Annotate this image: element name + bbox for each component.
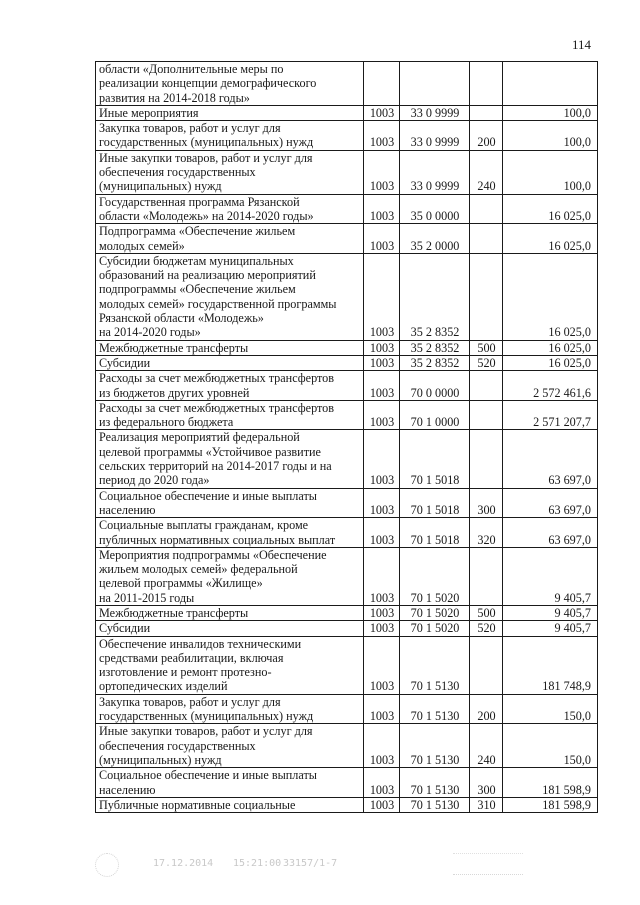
table-row — [96, 253, 598, 340]
section-code: 1003 — [364, 724, 400, 768]
expense-type — [470, 371, 503, 401]
section-code: 1003 — [364, 194, 400, 224]
footer-doc-id: 33157/1-7 — [283, 858, 338, 869]
description-line: сельских территорий на 2014-2017 годы и на — [99, 459, 332, 474]
description-line: государственных (муниципальных) нужд — [99, 135, 314, 150]
section-code: 1003 — [364, 105, 400, 120]
row-description — [96, 340, 364, 355]
amount: 16 025,0 — [503, 224, 598, 254]
target-code: 70 1 5018 — [400, 430, 470, 488]
row-description — [96, 621, 364, 636]
target-code: 33 0 9999 — [400, 121, 470, 151]
description-line: из бюджетов других уровней — [99, 385, 250, 400]
section-code: 1003 — [364, 253, 400, 340]
amount: 16 025,0 — [503, 355, 598, 370]
table-row — [96, 224, 598, 254]
target-code: 35 0 0000 — [400, 194, 470, 224]
table-row — [96, 62, 598, 106]
amount: 16 025,0 — [503, 253, 598, 340]
amount: 63 697,0 — [503, 430, 598, 488]
target-code: 35 2 8352 — [400, 340, 470, 355]
amount: 16 025,0 — [503, 194, 598, 224]
document-footer — [95, 853, 575, 883]
expense-type: 310 — [470, 797, 503, 812]
target-code: 70 1 5130 — [400, 797, 470, 812]
description-line: Социальное обеспечение и иные выплаты — [99, 488, 317, 503]
description-line: Расходы за счет межбюджетных трансфертов — [99, 400, 335, 415]
expense-type — [470, 62, 503, 106]
description-line: населению — [99, 782, 156, 797]
expense-type: 240 — [470, 724, 503, 768]
row-description — [96, 724, 364, 768]
amount: 9 405,7 — [503, 621, 598, 636]
section-code: 1003 — [364, 768, 400, 798]
table-row — [96, 430, 598, 488]
target-code — [400, 62, 470, 106]
row-description — [96, 224, 364, 254]
row-description — [96, 488, 364, 518]
row-description — [96, 371, 364, 401]
expense-type — [470, 105, 503, 120]
section-code: 1003 — [364, 694, 400, 724]
row-description — [96, 797, 364, 812]
description-line: государственных (муниципальных) нужд — [99, 709, 314, 724]
expense-type: 500 — [470, 340, 503, 355]
description-line: (муниципальных) нужд — [99, 752, 222, 767]
amount: 181 598,9 — [503, 797, 598, 812]
description-line: населению — [99, 502, 156, 517]
target-code: 70 1 5020 — [400, 621, 470, 636]
description-line: обеспечения государственных — [99, 165, 256, 180]
table-row — [96, 724, 598, 768]
amount: 63 697,0 — [503, 518, 598, 548]
description-line: Социальное обеспечение и иные выплаты — [99, 768, 317, 783]
amount: 63 697,0 — [503, 488, 598, 518]
expense-type: 240 — [470, 150, 503, 194]
description-line: публичных нормативных социальных выплат — [99, 532, 336, 547]
section-code: 1003 — [364, 340, 400, 355]
section-code: 1003 — [364, 400, 400, 430]
amount: 100,0 — [503, 150, 598, 194]
description-line: Иные мероприятия — [99, 105, 199, 120]
expense-type: 200 — [470, 121, 503, 151]
expense-type — [470, 400, 503, 430]
section-code: 1003 — [364, 621, 400, 636]
row-description — [96, 768, 364, 798]
description-line: (муниципальных) нужд — [99, 179, 222, 194]
section-code — [364, 62, 400, 106]
description-line: Закупка товаров, работ и услуг для — [99, 694, 281, 709]
target-code: 35 2 8352 — [400, 355, 470, 370]
row-description — [96, 547, 364, 605]
description-line: жильем молодых семей» федеральной — [99, 562, 298, 577]
expense-type — [470, 636, 503, 694]
faint-seal-icon — [453, 853, 523, 875]
amount: 100,0 — [503, 105, 598, 120]
section-code: 1003 — [364, 605, 400, 620]
table-row — [96, 121, 598, 151]
description-line: из федерального бюджета — [99, 415, 234, 430]
amount: 2 572 461,6 — [503, 371, 598, 401]
budget-table-body — [96, 62, 598, 813]
description-line: Иные закупки товаров, работ и услуг для — [99, 724, 313, 739]
row-description — [96, 636, 364, 694]
description-line: целевой программы «Устойчивое развитие — [99, 444, 321, 459]
section-code: 1003 — [364, 488, 400, 518]
expense-type — [470, 430, 503, 488]
table-row — [96, 150, 598, 194]
expense-type: 300 — [470, 768, 503, 798]
description-line: Субсидии — [99, 621, 151, 636]
description-line: молодых семей» — [99, 238, 185, 253]
section-code: 1003 — [364, 797, 400, 812]
table-row — [96, 547, 598, 605]
table-row — [96, 636, 598, 694]
description-line: области «Молодежь» на 2014-2020 годы» — [99, 208, 314, 223]
row-description — [96, 518, 364, 548]
description-line: Мероприятия подпрограммы «Обеспечение — [99, 547, 327, 562]
amount: 100,0 — [503, 121, 598, 151]
section-code: 1003 — [364, 355, 400, 370]
description-line: подпрограммы «Обеспечение жильем — [99, 282, 296, 297]
table-row — [96, 694, 598, 724]
section-code: 1003 — [364, 150, 400, 194]
expense-type — [470, 547, 503, 605]
target-code: 70 1 5018 — [400, 488, 470, 518]
row-description — [96, 62, 364, 106]
row-description — [96, 253, 364, 340]
target-code: 70 1 5130 — [400, 636, 470, 694]
section-code: 1003 — [364, 371, 400, 401]
table-row — [96, 518, 598, 548]
table-row — [96, 371, 598, 401]
table-row — [96, 768, 598, 798]
description-line: Субсидии бюджетам муниципальных — [99, 253, 294, 268]
target-code: 70 1 5130 — [400, 724, 470, 768]
description-line: средствами реабилитации, включая — [99, 650, 284, 665]
target-code: 70 1 0000 — [400, 400, 470, 430]
row-description — [96, 355, 364, 370]
description-line: Иные закупки товаров, работ и услуг для — [99, 150, 313, 165]
target-code: 70 1 5018 — [400, 518, 470, 548]
description-line: целевой программы «Жилище» — [99, 576, 263, 591]
description-line: Рязанской области «Молодежь» — [99, 311, 264, 326]
table-row — [96, 797, 598, 812]
amount — [503, 62, 598, 106]
target-code: 70 1 5020 — [400, 605, 470, 620]
row-description — [96, 605, 364, 620]
description-line: Реализация мероприятий федеральной — [99, 430, 300, 445]
description-line: Публичные нормативные социальные — [99, 797, 296, 812]
description-line: на 2014-2020 годы» — [99, 325, 201, 340]
table-row — [96, 105, 598, 120]
description-line: изготовление и ремонт протезно- — [99, 665, 272, 680]
expense-type: 320 — [470, 518, 503, 548]
target-code: 70 0 0000 — [400, 371, 470, 401]
description-line: образований на реализацию мероприятий — [99, 268, 316, 283]
section-code: 1003 — [364, 224, 400, 254]
description-line: период до 2020 года» — [99, 473, 210, 488]
table-row — [96, 605, 598, 620]
row-description — [96, 194, 364, 224]
expense-type: 500 — [470, 605, 503, 620]
description-line: Государственная программа Рязанской — [99, 194, 300, 209]
description-line: Расходы за счет межбюджетных трансфертов — [99, 371, 335, 386]
stamp-mark-icon — [95, 853, 119, 877]
section-code: 1003 — [364, 518, 400, 548]
expense-type — [470, 224, 503, 254]
table-row — [96, 340, 598, 355]
table-row — [96, 355, 598, 370]
budget-table — [95, 61, 598, 813]
description-line: Межбюджетные трансферты — [99, 605, 249, 620]
page-number: 114 — [572, 37, 592, 52]
amount: 16 025,0 — [503, 340, 598, 355]
description-line: обеспечения государственных — [99, 738, 256, 753]
description-line: реализации концепции демографического — [99, 76, 317, 91]
row-description — [96, 121, 364, 151]
row-description — [96, 400, 364, 430]
target-code: 35 2 8352 — [400, 253, 470, 340]
section-code: 1003 — [364, 430, 400, 488]
description-line: ортопедических изделий — [99, 679, 228, 694]
description-line: Межбюджетные трансферты — [99, 340, 249, 355]
target-code: 33 0 9999 — [400, 105, 470, 120]
target-code: 70 1 5130 — [400, 768, 470, 798]
row-description — [96, 694, 364, 724]
amount: 9 405,7 — [503, 547, 598, 605]
table-row — [96, 400, 598, 430]
description-line: Субсидии — [99, 355, 151, 370]
description-line: Закупка товаров, работ и услуг для — [99, 121, 281, 136]
row-description — [96, 430, 364, 488]
description-line: молодых семей» государственной программы — [99, 296, 337, 311]
description-line: на 2011-2015 годы — [99, 590, 195, 605]
footer-date: 17.12.2014 — [153, 858, 214, 869]
target-code: 70 1 5130 — [400, 694, 470, 724]
amount: 181 598,9 — [503, 768, 598, 798]
description-line: Обеспечение инвалидов техническими — [99, 636, 302, 651]
expense-type: 520 — [470, 355, 503, 370]
target-code: 33 0 9999 — [400, 150, 470, 194]
target-code: 35 2 0000 — [400, 224, 470, 254]
amount: 9 405,7 — [503, 605, 598, 620]
expense-type — [470, 253, 503, 340]
description-line: Социальные выплаты гражданам, кроме — [99, 518, 309, 533]
expense-type — [470, 194, 503, 224]
section-code: 1003 — [364, 121, 400, 151]
table-row — [96, 194, 598, 224]
amount: 150,0 — [503, 724, 598, 768]
expense-type: 300 — [470, 488, 503, 518]
amount: 150,0 — [503, 694, 598, 724]
description-line: области «Дополнительные меры по — [99, 62, 284, 76]
footer-time: 15:21:00 — [233, 858, 282, 869]
expense-type: 520 — [470, 621, 503, 636]
amount: 2 571 207,7 — [503, 400, 598, 430]
table-row — [96, 621, 598, 636]
row-description — [96, 150, 364, 194]
expense-type: 200 — [470, 694, 503, 724]
target-code: 70 1 5020 — [400, 547, 470, 605]
section-code: 1003 — [364, 547, 400, 605]
description-line: Подпрограмма «Обеспечение жильем — [99, 224, 296, 239]
table-row — [96, 488, 598, 518]
section-code: 1003 — [364, 636, 400, 694]
amount: 181 748,9 — [503, 636, 598, 694]
row-description — [96, 105, 364, 120]
description-line: развития на 2014-2018 годы» — [99, 90, 250, 105]
